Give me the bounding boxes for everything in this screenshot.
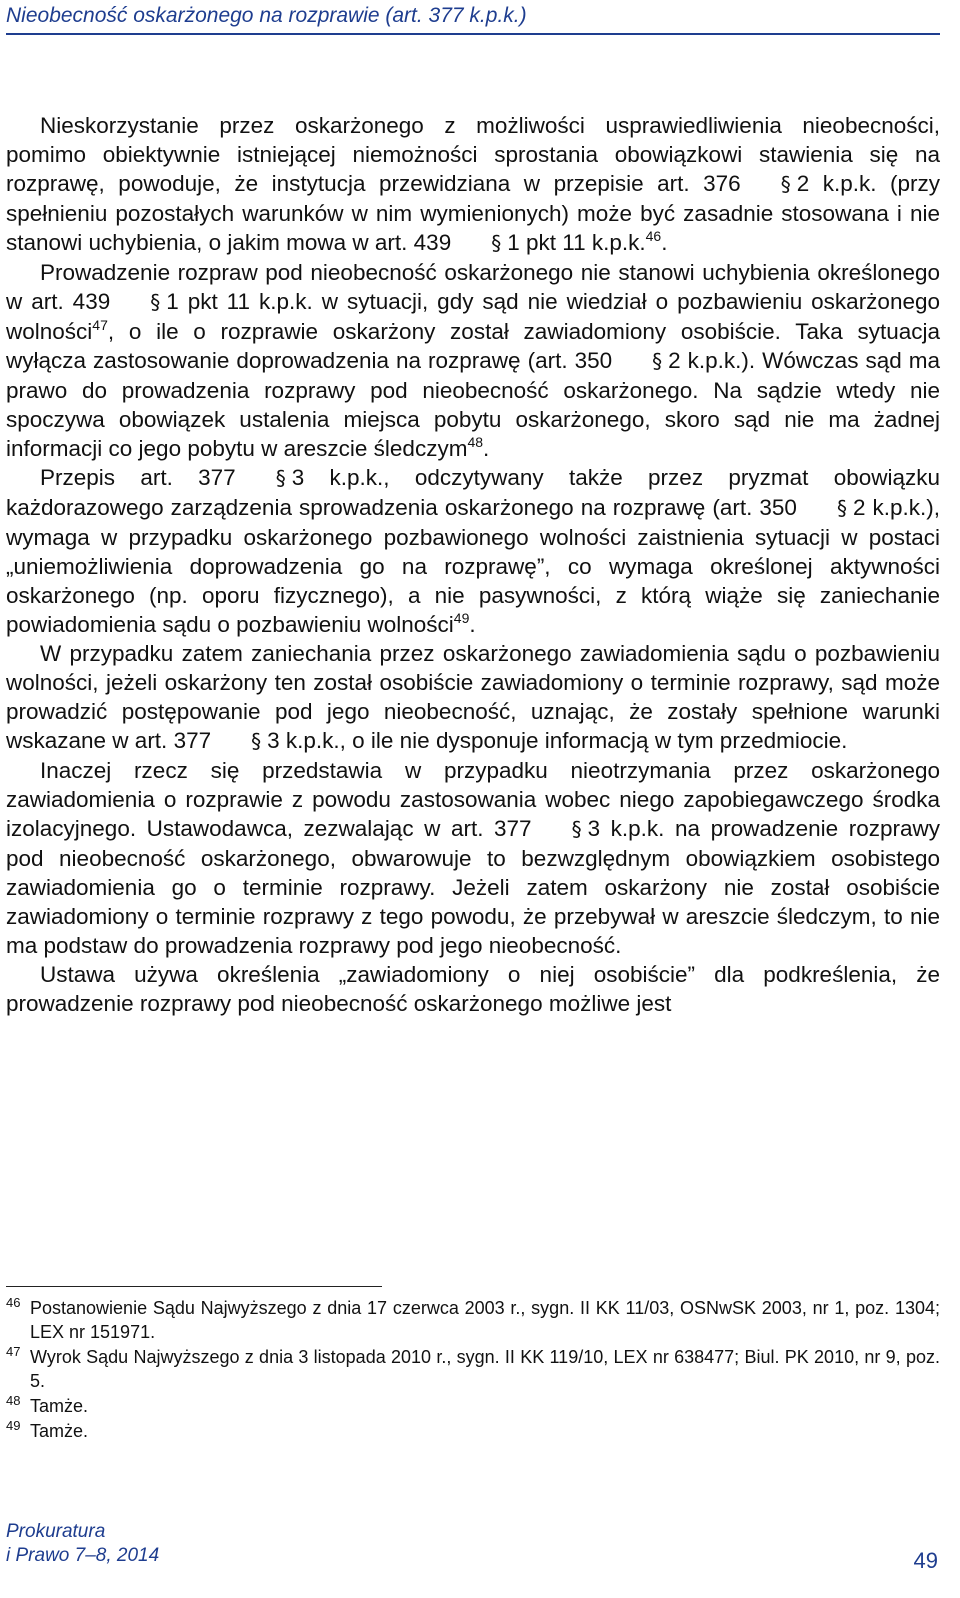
paragraph-4-text-b: 3 k.p.k., o ile nie dysponuje informacją w tym przedmiocie. bbox=[267, 728, 848, 753]
paragraph-2-text-e: . bbox=[483, 436, 490, 461]
paragraph-2 bbox=[6, 258, 940, 463]
section-sign: § bbox=[836, 496, 847, 520]
paragraph-3-text-d: . bbox=[469, 612, 476, 637]
paragraph-2-text-b: 1 pkt 11 k.p.k. w sytuacji, gdy sąd nie wiedział o pozbawieniu oskarżonego wolności bbox=[6, 289, 940, 344]
paragraph-3-text-b: 3 k.p.k., odczytywany także przez pryzmat obowiązku każdorazowego zarządzenia sprowadzenia oskarżonego na rozprawę (art. 350 bbox=[6, 465, 941, 520]
footnote-text: Wyrok Sądu Najwyższego z dnia 3 listopada 2010 r., sygn. II KK 119/10, LEX nr 638477; Biul. PK 2010, nr 9, poz. 5. bbox=[30, 1347, 940, 1391]
section-sign: § bbox=[491, 231, 502, 255]
paragraph-5 bbox=[6, 756, 940, 960]
journal-footer bbox=[6, 1520, 159, 1568]
footnote-text: Tamże. bbox=[30, 1396, 89, 1416]
footnote-number: 49 bbox=[6, 1418, 21, 1433]
footnote-number: 46 bbox=[6, 1295, 21, 1310]
page-number: 49 bbox=[913, 1548, 938, 1573]
footnote-text: Postanowienie Sądu Najwyższego z dnia 17 czerwca 2003 r., sygn. II KK 11/03, OSNwSK 2003, nr 1, poz. 1304; LEX nr 151971. bbox=[30, 1298, 940, 1342]
paragraph-2-text-a: Prowadzenie rozpraw pod nieobecność oskarżonego nie stanowi uchybienia określonego w art. 439 bbox=[6, 260, 940, 314]
paragraph-1-text-a: Nieskorzystanie przez oskarżonego z możliwości usprawiedliwienia nieobecności, pomimo obiektywnie istniejącej niemożności sprostania obowiązkowi stawienia się na rozprawę, powoduje, że instytucja przewidziana w przepisie art. 376 bbox=[6, 113, 940, 196]
paragraph-4 bbox=[6, 639, 940, 756]
paragraph-2-text-d: 2 k.p.k.). Wówczas sąd ma prawo do prowadzenia rozprawy pod nieobecność oskarżonego. Na sądzie wtedy nie spoczywa obowiązek ustalenia miejsca pobytu oskarżonego, skoro sąd nie ma żadnej informacji co jego pobytu w areszcie śledczym bbox=[6, 348, 940, 461]
paragraph-3-text-a: Przepis art. 377 bbox=[40, 465, 236, 490]
section-sign: § bbox=[571, 817, 582, 841]
footnote-48 bbox=[6, 1394, 940, 1418]
footnote-ref-46[interactable]: 46 bbox=[645, 228, 662, 244]
paragraph-5-text-b: 3 k.p.k. na prowadzenie rozprawy pod nieobecność oskarżonego, obwarowuje to bezwzględnym obowiązkiem osobistego zawiadomienia go o terminie rozprawy. Jeżeli zatem oskarżony nie został osobiście zawiadomiony o terminie rozprawy z tego powodu, że przebywał w areszcie śledczym, to nie ma podstaw do prowadzenia rozprawy pod jego nieobecność. bbox=[6, 816, 941, 958]
footnote-46 bbox=[6, 1296, 940, 1344]
running-header bbox=[6, 4, 940, 35]
footnote-number: 47 bbox=[6, 1344, 21, 1359]
footnote-divider bbox=[6, 1286, 382, 1287]
paragraph-3 bbox=[6, 463, 940, 639]
footnote-ref-49[interactable]: 49 bbox=[453, 610, 470, 626]
paragraph-2-text-c: , o ile o rozprawie oskarżony został zawiadomiony osobiście. Taka sytuacja wyłącza zastosowanie doprowadzenia na rozprawę (art. 350 bbox=[6, 319, 940, 373]
section-sign: § bbox=[275, 466, 286, 490]
paragraph-1-text-d: . bbox=[661, 230, 668, 255]
footnote-49 bbox=[6, 1419, 940, 1443]
section-sign: § bbox=[150, 290, 161, 314]
section-sign: § bbox=[652, 349, 663, 373]
section-sign: § bbox=[251, 729, 262, 753]
footnote-ref-47[interactable]: 47 bbox=[92, 317, 108, 333]
paragraph-4-text-a: W przypadku zatem zaniechania przez oskarżonego zawiadomienia sądu o pozbawieniu wolności, jeżeli oskarżony ten został osobiście zawiadomiony o terminie rozprawy, sąd może prowadzić postępowanie pod jego nieobecność, uznając, że zostały spełnione warunki wskazane w art. 377 bbox=[6, 641, 940, 753]
paragraph-1 bbox=[6, 111, 940, 258]
paragraph-6 bbox=[6, 960, 940, 1018]
section-sign: § bbox=[780, 172, 791, 196]
paragraph-1-text-b: 2 k.p.k. (przy spełnieniu pozostałych warunków w nim wymienionych) może być zasadnie stosowana i nie stanowi uchybienia, o jakim mowa w art. 439 bbox=[6, 171, 940, 255]
footnote-number: 48 bbox=[6, 1393, 21, 1408]
footnote-text: Tamże. bbox=[30, 1421, 89, 1441]
paragraph-3-text-c: 2 k.p.k.), wymaga w przypadku oskarżonego pozbawionego wolności zaistnienia sytuacji w postaci „uniemożliwienia doprowadzenia go na rozprawę”, co wymaga określonej aktywności oskarżonego (np. oporu fizycznego), a nie pasywności, z którą wiąże się zaniechanie powiadomienia sądu o pozbawieniu wolności bbox=[6, 495, 940, 637]
body-text bbox=[6, 111, 940, 1018]
paragraph-1-text-c: 1 pkt 11 k.p.k. bbox=[507, 230, 646, 255]
footnote-47 bbox=[6, 1345, 940, 1393]
paragraph-5-text-a: Inaczej rzecz się przedstawia w przypadku nieotrzymania przez oskarżonego zawiadomienia o rozprawie z powodu zastosowania wobec niego zapobiegawczego środka izolacyjnego. Ustawodawca, zezwalając w art. 377 bbox=[6, 758, 940, 841]
journal-name: Prokuratura bbox=[6, 1521, 106, 1542]
footnote-ref-48[interactable]: 48 bbox=[467, 434, 484, 450]
paragraph-6-text-a: Ustawa używa określenia „zawiadomiony o niej osobiście” dla podkreślenia, że prowadzenie rozprawy pod nieobecność oskarżonego możliwe jest bbox=[6, 962, 940, 1016]
footnotes bbox=[6, 1296, 940, 1444]
journal-issue: i Prawo 7–8, 2014 bbox=[6, 1545, 160, 1566]
running-header-title: Nieobecność oskarżonego na rozprawie (art. 377 k.p.k.) bbox=[6, 4, 527, 27]
